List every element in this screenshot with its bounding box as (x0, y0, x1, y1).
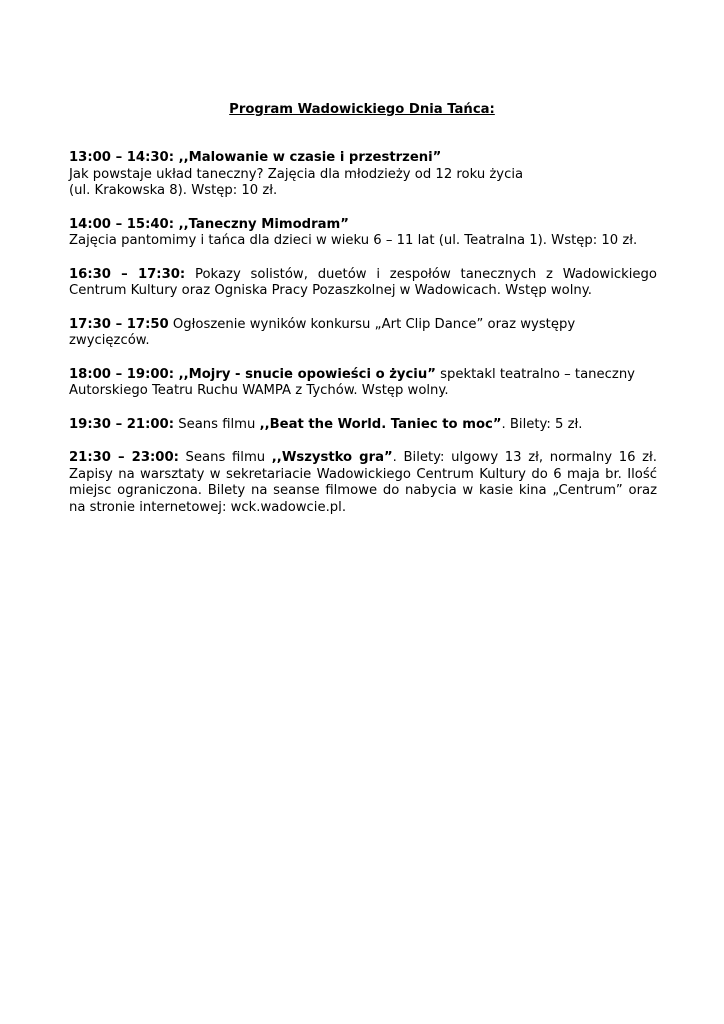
document-title: Program Wadowickiego Dnia Tańca: (229, 102, 495, 117)
entry-time: 14:00 – 15:40: (69, 216, 175, 232)
entry-text (69, 450, 657, 516)
program-entry-1 (69, 150, 657, 200)
entry-time: 21:30 – 23:00: (69, 450, 179, 465)
entry-description: Ogłoszenie wyników konkursu „Art Clip Dance” oraz występy zwycięzców. (69, 316, 576, 348)
entry-event-name: ,,Malowanie w czasie i przestrzeni” (174, 150, 442, 165)
entry-description: Zajęcia pantomimy i tańca dla dzieci w wieku 6 – 11 lat (ul. Teatralna 1). Wstęp: 10 zł. (69, 233, 638, 248)
entry-heading (69, 217, 657, 234)
entry-text (69, 317, 657, 350)
entry-suffix: . Bilety: ulgowy 13 zł, normalny 16 zł. Zapisy na warsztaty w sekretariacie Wadowickiego Centrum Kultury do 6 maja br. Ilość miejsc ograniczona. Bilety na seanse filmowe do nabycia w kasie kina „Centrum” oraz na stronie internetowej: wck.wadowcie.pl. (69, 450, 657, 515)
entry-description: Pokazy solistów, duetów i zespołów tanecznych z Wadowickiego Centrum Kultury oraz Ogniska Pracy Pozaszkolnej w Wadowicach. Wstęp wolny. (69, 266, 657, 298)
entry-heading (69, 150, 657, 167)
program-entry-2 (69, 217, 657, 250)
entry-text (69, 417, 657, 434)
entry-suffix: . Bilety: 5 zł. (501, 416, 583, 432)
entry-event-name: ,,Taneczny Mimodram” (174, 216, 349, 232)
entry-event-name: ,,Wszystko gra” (271, 450, 393, 465)
entry-time: 18:00 – 19:00: (69, 366, 175, 382)
entry-time: 16:30 – 17:30: (69, 266, 186, 282)
entry-text (69, 267, 657, 300)
entry-description: (ul. Krakowska 8). Wstęp: 10 zł. (69, 183, 278, 198)
program-entry-4 (69, 317, 657, 350)
entry-text (69, 367, 657, 400)
entry-event-name: ,,Beat the World. Taniec to moc” (259, 416, 502, 432)
program-list (69, 150, 657, 533)
program-entry-7 (69, 450, 657, 516)
entry-description: Jak powstaje układ taneczny? Zajęcia dla młodzieży od 12 roku życia (69, 166, 524, 182)
entry-time: 19:30 – 21:00: (69, 416, 175, 432)
entry-time: 13:00 – 14:30: (69, 150, 175, 165)
program-entry-3 (69, 267, 657, 300)
entry-prefix: Seans filmu (178, 450, 272, 465)
entry-event-name: ,,Mojry - snucie opowieści o życiu” (174, 366, 436, 382)
entry-prefix: Seans filmu (174, 416, 260, 432)
program-entry-5 (69, 367, 657, 400)
entry-time: 17:30 – 17:50 (69, 316, 169, 332)
entry-description: spektakl teatralno – taneczny Autorskiego Teatru Ruchu WAMPA z Tychów. Wstęp wolny. (69, 366, 635, 398)
program-entry-6 (69, 417, 657, 434)
